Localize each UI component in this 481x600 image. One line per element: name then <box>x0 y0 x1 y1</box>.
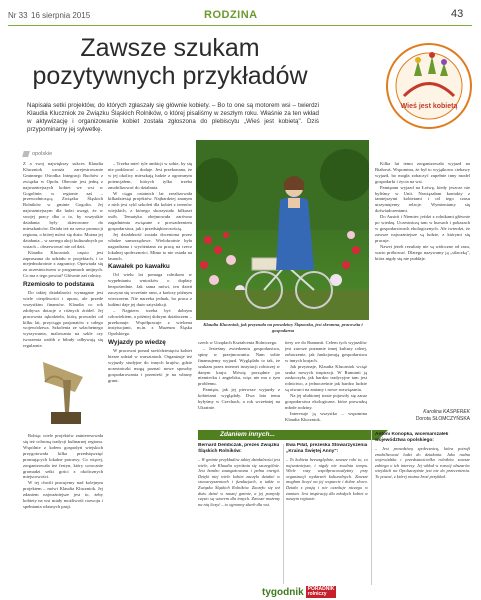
stamp-center-text: Wieś jest kobietą <box>400 103 458 110</box>
opinions-bar <box>198 430 378 440</box>
page-number: 43 <box>451 8 464 20</box>
tag-icon <box>22 151 30 157</box>
col1-paragraph-5: W tej chwili pracujemy nad kolejnym projektem – mówi Klaudia Kluczniok. Jej zdaniem najważniejsze jest to, żeby kobiety na wsi miały możliwość rozwoju i spełniania własnych pasji. <box>23 480 103 509</box>
footer-brand-name: tygodnik <box>262 586 304 598</box>
region-tag <box>23 149 52 159</box>
opinion-2-author: Ewa Piłat, prezeska Stowarzyszenia „Kraina Świętej Anny": <box>286 443 368 454</box>
col4-paragraph-3: Na jej ulubionej trasie pojawiły się zaraz gospodarstwa ekologiczne, które prowadzą młode rodziny. <box>285 393 367 410</box>
col5-paragraph-1: Kilka lat temu zorganizowała wyjazd na Białoruś. Wspomina, że był to wyjątkowo ciekawy wyjazd, bo mogła zobaczyć zupełnie inny model gospodarki i życia na wsi. <box>375 161 470 184</box>
photo-caption: Klaudia Kluczniok, jak przyznała na prawdziwy Ślązaczka, jest skromna, pracowita i gospodarna <box>203 322 363 333</box>
col2-paragraph-4: Od wielu lat pomaga rolnikom w wypełnianiu wniosków o dopłaty bezpośrednie. Jak sama mówi, ten dzień zaczyna się wcześnie rano, a kończy późnym wieczorem. Nie narzeka jednak, bo praca z ludźmi daje jej dużo satysfakcji. <box>108 272 192 307</box>
author-signature-2: Dorota SŁOMCZYŃSKA <box>415 416 470 422</box>
subheading-wyjazdy: Wyjazdy po wiedzę <box>108 339 166 347</box>
col1-paragraph-3: Do takiej działalności wymagane jest wiele cierpliwości i uporu, ale przede wszystkim finansów. Klaudia co rok zdobywa dotacje z różnych źródeł. Jej pracownia rękodzieła, którą prowadzi od kilku lat, przyciąga pasjonatów z całego województwa. Szkolenia ze szlachetnego wyszywania, malowania na szkle czy tworzenia ozdób z bibuły odbywają się regularnie. <box>23 290 103 349</box>
issue-number: Nr 33 <box>8 11 28 20</box>
sculpture-photo <box>23 352 103 430</box>
opinion-2-text: – To kobieta bezwzględnie, zawsze robi to, co najważniejsze, i nigdy nie zwalnia tempa. Wiele razy współpracowałyśmy przy organizacji wydarzeń kulturalnych. Zawsze mogłam liczyć na jej wsparcie i dobre słowo. Działa z pasją i nie oczekuje niczego w zamian. Jest inspiracją dla młodych kobiet w naszym regionie. <box>286 457 368 502</box>
woman-with-bicycle-image-icon <box>196 140 369 320</box>
footer-brand-badge-line2: rolniczy <box>307 591 327 597</box>
opinion-3-text: – Jest prawdziwą społecznicą, która potrafi zmobilizować ludzi do działania. Jako radna wojewódzka i przedstawicielka rolników zawsze zabiega o ich interesy. Jej wkład w rozwój obszarów wiejskich na Opolszczyźnie jest nie do przecenienia. To postać, z której można brać przykład. <box>375 446 470 479</box>
opinion-3 <box>375 432 470 592</box>
plebiscite-stamp <box>384 36 474 140</box>
col1-dropcap-paragraph: Z a swoj największy sukces Klaudia Kluczniok uważa zarejestrowanie Gminnego Ośrodka Integracji Ruchów z związku w Opolu. Obecnie jest jedną z najważniejszych kobiet we wsi w Gogolinie, w regionie zaś – przewodniczącą Związku Śląskich Rolników w gminie Gogolin. Jej najważniejszym dla ludzi uwagi, że w swojej pracy dba o to, by wszystkie działania były skierowane do mieszkańców. Działa też na rzecz promocji regionu, o której mówi się dużo. Można jej działania – w szeregu akcji kulturalnych po wsiach – obserwować nie od dziś. <box>23 161 103 249</box>
footer-brand <box>262 586 336 598</box>
lead-paragraph: Napisała setki projektów, do których zgłaszały się głównie kobiety. – Bo to one są motorem wsi – twierdzi Klaudia Kluczniok ze Związku Śląskich Rolników, o której pisaliśmy w zeszłym roku. Właśnie za ten wkład w aktywizację i organizowanie kobiet została zgłoszona do plebiscytu „Wieś jest kobietą". Dziś przypominamy jej sylwetkę. <box>27 102 319 133</box>
col2-paragraph-6: W pracowni ponad sześćdziesięciu kobiet bierze udział w warsztatach. Organizuje też wyjazdy studyjne do innych krajów, gdzie uczestniczki mogą poznać nowe sposoby gospodarowania i przenieść je na własny grunt. <box>108 348 192 383</box>
col2-paragraph-5: – Najpierw trzeba być dobrym człowiekiem, a później dobrym działaczem – przekonuje. Współpracuje z wieloma instytucjami, m.in. z Muzeum Śląska Opolskiego. <box>108 307 192 337</box>
opinion-divider-1 <box>283 444 284 584</box>
opinion-3-author: Antoni Konopka, wicemarszałek województwa opolskiego: <box>375 432 449 443</box>
col1-paragraph-4: Robiąc wiele projektów zainteresowała się też ochroną tradycji kulinarnej regionu. Wspólnie z kołem gospodyń wiejskich przygotowała kilka przedsięwzięć promujących lokalne potrawy. Co więcej, zorganizowała też festyn, który corocznie gromadzi setki gości z okolicznych miejscowości. <box>23 433 103 480</box>
col5-paragraph-4: Nawet jeżeli rezultaty nie są widoczne od razu, warto próbować. Dlatego nazywamy ją „siłaczką", która nigdy się nie poddaje. <box>375 243 470 261</box>
header-rule <box>8 25 472 26</box>
opinion-1-author: Bernard Dembczak, prezes Związku Śląskich Rolników: <box>198 443 280 454</box>
col2-paragraph-1: – Trzeba mieć tyle ambicji w sobie, by się nie poddawać – dodaje. Jest przekonana, że w jej okolicy mieszkają ludzie z ogromnym potencjałem, których tylko trzeba zmobilizować do działania. <box>108 161 192 190</box>
col4-paragraph-1: tiery we do Rumunii. Celem tych wyjazdów jest zawsze poznanie innej kultury rolnej, zobaczenie, jak funkcjonują gospodarstwa w innych krajach. <box>285 340 367 363</box>
opinion-1-text: – W gminie przykładów takiej działalności jest wiele, ale Klaudia wyróżnia się szczególnie. Jest bardzo zaangażowana i pełna energii. Dzięki niej wiele kobiet zaczęło działać w stowarzyszeniach i fundacjach, a także w Związku Śląskich Rolników. Zaczęło się też dużo dziać w naszej gminie, a jej pomysły często są wzorem dla innych. Zawsze możemy na nią liczyć – to ogromny skarb dla wsi. <box>198 457 280 507</box>
col5-paragraph-2: Pamiętam wyjazd na Łotwę, kiedy jeszcze nie byliśmy w Unii. Nawiązałam kontakty z tamtejszymi kobietami i od tego czasu utrzymujemy relacje. Wymieniamy się doświadczeniami. <box>375 184 470 214</box>
col2-paragraph-2: W ciągu ostatnich lat zrealizowała kilkadziesiąt projektów. Najbardziej znanym z nich jest cykl szkoleń dla kobiet z terenów wiejskich, z którego skorzystało kilkaset osób. Tematyka obejmowała zarówno zagadnienia związane z prowadzeniem gospodarstwa, jak i przedsiębiorczością. <box>108 190 192 231</box>
footer-brand-badge-line1: PORADNIK <box>307 586 335 592</box>
subheading-rzemioslo: Rzemiosło to podstawa <box>23 281 95 289</box>
sculpture-image-icon <box>23 352 103 430</box>
col5-paragraph-3: Do Austrii i Niemiec jeździ z rolnikami głównie po wiedzę. Uczestniczą tam w kursach i pokazach w gospodarstwach ekologicznych. Ale twierdzi, że zawsze najważniejsze są ludzie, z którymi się pracuje. <box>375 214 470 243</box>
opinion-divider-2 <box>371 430 372 585</box>
article-column-1 <box>23 161 103 597</box>
col4-paragraph-2: Jak przyznaje, Klaudia Kluczniok wciąż szuka nowych inspiracji. W Rumunii ją zaskoczyła, jak bardzo tradycyjne tam jest rolnictwo, a jednocześnie jak bardzo ludzie są otwarci na zmiany i nowe rozwiązania. <box>285 363 367 393</box>
section-title: RODZINA <box>204 9 258 21</box>
article-column-5 <box>375 161 470 406</box>
footer-brand-badge <box>306 586 337 598</box>
main-photo <box>196 140 369 320</box>
issue-date: 16 sierpnia 2015 <box>31 11 91 20</box>
opinion-2 <box>286 443 368 588</box>
article-column-2 <box>108 161 192 597</box>
article-column-3 <box>198 340 280 428</box>
col3-paragraph-3: Pamięta, jak jej pierwsze wyjazdy z kobietami wyglądały. Dwa lata temu byłyśmy w Czechach, a rok wcześniej na Ukrainie. <box>198 387 280 410</box>
col2-paragraph-3: Jej działalność została doceniona przez władze samorządowe. Wielokrotnie była nagradzana i wyróżniana za pracę na rzecz lokalnej społeczności. Mimo to nie osiada na laurach. <box>108 231 192 261</box>
article-column-4 <box>285 340 367 428</box>
author-signature-1: Karolina KASPEREK <box>423 409 470 415</box>
headline-line1: Zawsze szukam <box>80 34 260 62</box>
region-tag-label: opolskie <box>32 151 53 157</box>
col4-paragraph-4: Interesuje ją wszystko – wspomina Klaudia Kluczniok. <box>285 410 367 422</box>
opinions-bar-title: Zdaniem innych... <box>220 431 275 438</box>
stamp-logo-icon <box>384 36 474 140</box>
col3-paragraph-2: – Jesteśmy zwiedzeniu gospodarstwa, spiny w przejmowaniu. Nam sobie finansujemy wyjazd. Wyglądało to tak, że szukam przez internet instytucji rolniczej w danym kraju. Mówię porządnie po niemiecku i angielsku, więc nie ma z tym problemu. <box>198 345 280 387</box>
headline-line2: pozytywnych przykładów <box>32 62 308 90</box>
col1-paragraph-2: Klaudia Kluczniok często jest zapraszana do udziału w projektach, i to niejednokrotnie z zagranicy. Opowiada się za uczestnictwem w programach unijnych. Co ma z tego powiat? Głównie zaś rolnicy. <box>23 249 103 279</box>
opinion-1 <box>198 443 280 588</box>
col3-paragraph-1: czech w Urzędach Kształcenia Rolniczego. <box>198 340 278 345</box>
subheading-kawalek: Kawałek po kawałku <box>108 263 170 271</box>
